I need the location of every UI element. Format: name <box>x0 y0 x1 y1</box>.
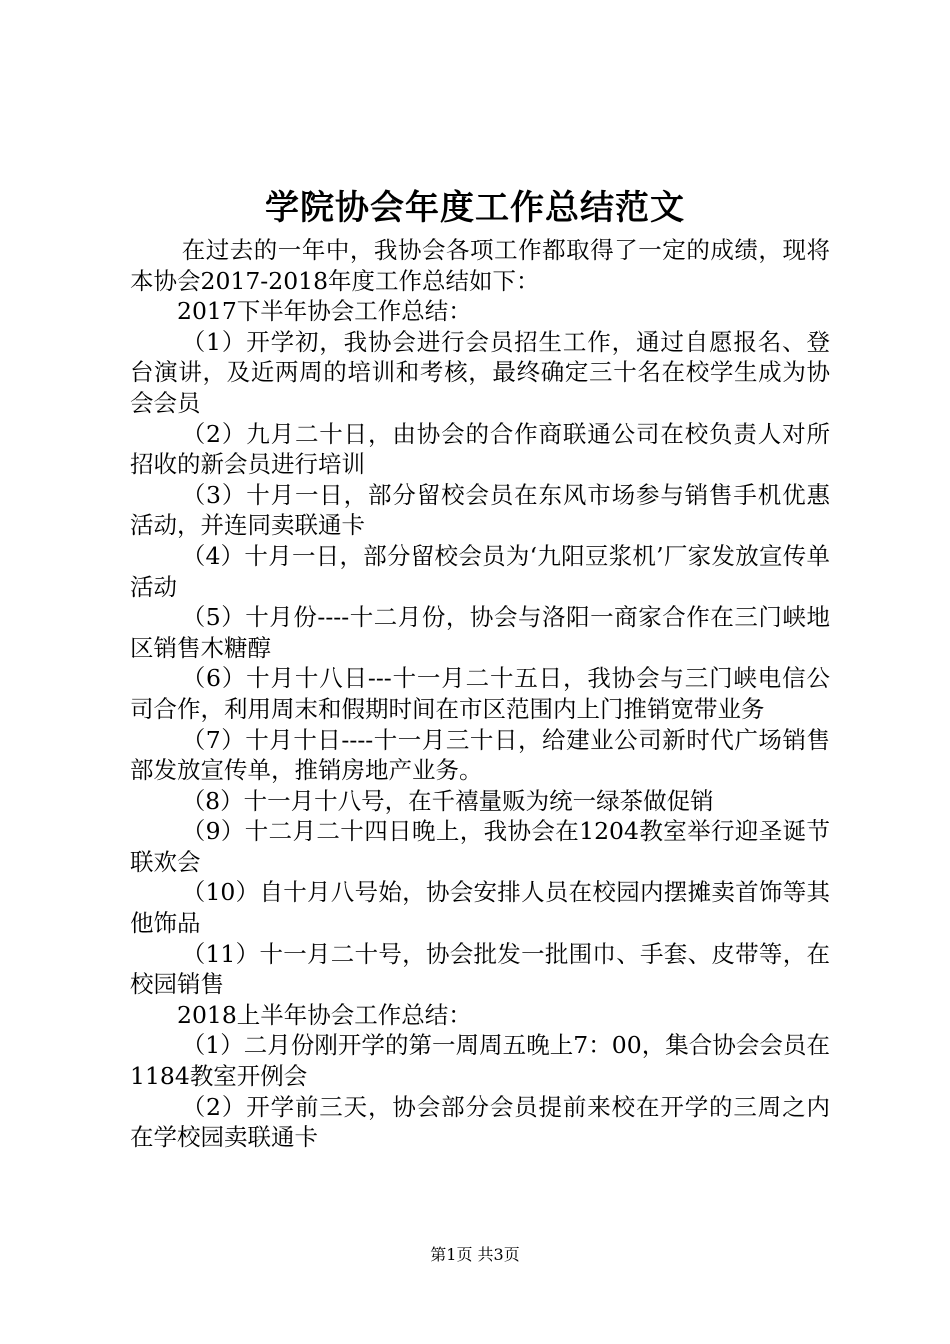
list-item: （4）十月一日，部分留校会员为‘九阳豆浆机’厂家发放宣传单活动 <box>130 541 830 601</box>
list-item: （5）十月份----十二月份，协会与洛阳一商家合作在三门峡地区销售木糖醇 <box>130 603 830 662</box>
intro-paragraph: 在过去的一年中，我协会各项工作都取得了一定的成绩，现将本协会2017-2018年度工作总结如下： <box>130 236 830 295</box>
list-item: （2）开学前三天，协会部分会员提前来校在开学的三周之内在学校园卖联通卡 <box>130 1092 830 1152</box>
section-heading-2018: 2018上半年协会工作总结： <box>177 1000 472 1029</box>
page-footer: 第1页 共3页 <box>430 1245 520 1264</box>
list-item: （3）十月一日，部分留校会员在东风市场参与销售手机优惠活动，并连同卖联通卡 <box>130 480 830 540</box>
document-body <box>130 235 830 1153</box>
list-item: （7）十月十日----十一月三十日，给建业公司新时代广场销售部发放宣传单，推销房地产业务。 <box>130 725 830 785</box>
list-item: （10）自十月八号始，协会安排人员在校园内摆摊卖首饰等其他饰品 <box>130 878 830 938</box>
list-item: （2）九月二十日，由协会的合作商联通公司在校负责人对所招收的新会员进行培训 <box>130 419 830 479</box>
list-item: （8）十一月十八号，在千禧量贩为统一绿茶做促销 <box>181 786 714 815</box>
list-item: （9）十二月二十四日晚上，我协会在1204教室举行迎圣诞节联欢会 <box>130 817 830 876</box>
section-heading-2017: 2017下半年协会工作总结： <box>177 297 472 326</box>
document-title: 学院协会年度工作总结范文 <box>265 188 685 228</box>
list-item: （1）二月份刚开学的第一周周五晚上7：00，集合协会会员在1184教室开例会 <box>130 1031 830 1091</box>
list-item: （1）开学初，我协会进行会员招生工作，通过自愿报名、登台演讲，及近两周的培训和考核，最终确定三十名在校学生成为协会会员 <box>130 327 830 417</box>
list-item: （6）十月十八日---十一月二十五日，我协会与三门峡电信公司合作，利用周末和假期时间在市区范围内上门推销宽带业务 <box>130 664 830 723</box>
list-item: （11）十一月二十号，协会批发一批围巾、手套、皮带等，在校园销售 <box>130 939 830 999</box>
